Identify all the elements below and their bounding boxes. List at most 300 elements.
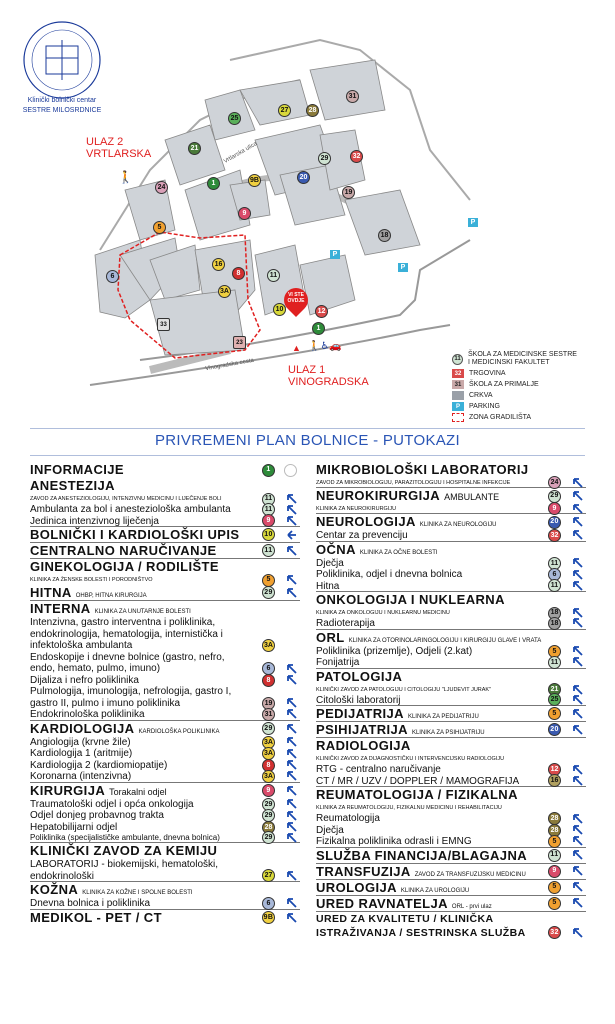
hospital-logo xyxy=(24,22,100,98)
entry-label: OČNA xyxy=(316,541,356,557)
map-building-20: 20 xyxy=(297,171,310,184)
building-badge: 28 xyxy=(548,812,561,825)
entry-sublabel: KLINIKA ZA OČNE BOLESTI xyxy=(359,549,438,556)
directory-entry xyxy=(316,478,586,488)
entry-label: URED ZA KVALITETU / KLINIČKA xyxy=(316,912,494,925)
directory-entry xyxy=(30,810,300,822)
directory-entry xyxy=(316,558,586,570)
building-badge: 32 xyxy=(548,529,561,542)
directory-entry xyxy=(316,754,586,764)
building-badge: 29 xyxy=(548,490,561,503)
directory-entry xyxy=(30,601,300,617)
arrow-up-left-icon xyxy=(286,545,298,557)
you-are-here-marker: VI STE OVDJE xyxy=(284,288,308,318)
entry-label: Koronarna (intenzivna) xyxy=(30,771,132,782)
entry-label: NEUROKIRURGIJA xyxy=(316,488,441,503)
arrow-up-left-icon xyxy=(286,897,298,909)
entry-label: KLINIKA ZA ŽENSKE BOLESTI I PORODNIŠTVO xyxy=(30,577,153,583)
legend-icon: P xyxy=(452,402,464,411)
legend-item xyxy=(452,379,612,390)
arrow-up-left-icon xyxy=(286,587,298,599)
building-badge: 29 xyxy=(262,586,275,599)
building-badge: 3A xyxy=(262,736,275,749)
entry-label: Reumatologija xyxy=(316,813,380,824)
map-building-16: 16 xyxy=(212,258,225,271)
entrance-1-street: VINOGRADSKA xyxy=(288,376,369,388)
arrow-up-left-icon xyxy=(572,813,584,825)
entrance-2-street: VRTLARSKA xyxy=(86,148,152,160)
entry-label: ZAVOD ZA MIKROBIOLOGIJU, PARAZITOLOGIJU I HOSPITALNE INFEKCIJE xyxy=(316,480,511,486)
legend-item xyxy=(452,401,612,412)
entry-label: CENTRALNO NARUČIVANJE xyxy=(30,543,217,558)
parking-icon: P xyxy=(398,263,408,272)
building-badge: 29 xyxy=(262,798,275,811)
entry-label: KLINIKA ZA NEUROKIRURGIJU xyxy=(316,506,397,512)
entry-sublabel: KLINIKA ZA PSIHIJATRIJU xyxy=(411,730,485,736)
arrow-up-left-icon xyxy=(286,515,298,527)
building-badge: 1 xyxy=(262,464,275,477)
building-badge: 5 xyxy=(548,645,561,658)
map-building-21: 21 xyxy=(188,142,201,155)
entry-label: RTG - centralno naručivanje xyxy=(316,764,441,775)
building-badge: 32 xyxy=(548,926,561,939)
entry-label: Dječja xyxy=(316,824,344,836)
entry-label: BOLNIČKI I KARDIOLOŠKI UPIS xyxy=(30,527,240,542)
map-building-1: 1 xyxy=(312,322,325,335)
entrance-1-label xyxy=(288,364,369,388)
entry-label: KARDIOLOGIJA xyxy=(30,720,135,736)
map-building-6: 6 xyxy=(106,270,119,283)
building-badge: 29 xyxy=(262,831,275,844)
directory-entry xyxy=(316,542,586,558)
directory-entry xyxy=(30,783,300,799)
building-badge: 5 xyxy=(262,574,275,587)
entry-label: INTERNA xyxy=(30,601,91,616)
entry-label: KLINIČKI ZAVOD ZA KEMIJU xyxy=(30,843,218,858)
entry-label: ONKOLOGIJA I NUKLEARNA xyxy=(316,592,505,607)
entry-sublabel: AMBULANTE xyxy=(444,492,500,502)
directory-entry xyxy=(30,843,300,859)
arrow-up-left-icon xyxy=(572,694,584,706)
legend-label: ZONA GRADILIŠTA xyxy=(469,414,532,421)
entry-label: Radioterapija xyxy=(316,618,375,629)
building-badge: 10 xyxy=(262,528,275,541)
legend-icon: 31 xyxy=(452,380,464,389)
directory-entry xyxy=(30,686,300,698)
directory-left xyxy=(30,462,300,926)
directory-entry xyxy=(30,833,300,843)
entrance-2-title: ULAZ 2 xyxy=(86,136,124,148)
directory-entry xyxy=(30,559,300,575)
directory-entry xyxy=(30,822,300,834)
map-building-32: 32 xyxy=(350,150,363,163)
map-building-24: 24 xyxy=(155,181,168,194)
directory-entry xyxy=(316,618,586,630)
directory-entry xyxy=(30,585,300,601)
entry-label: gastro II, pulmo i imuno poliklinika xyxy=(30,697,181,709)
entry-label: Poliklinika (prizemlje), Odjeli (2.kat) xyxy=(316,645,473,657)
entry-sublabel: KLINIKA ZA UROLOGIJU xyxy=(400,887,470,894)
directory-entry xyxy=(316,685,586,695)
directory-entry xyxy=(316,880,586,896)
entry-label: REUMATOLOGIJA / FIZIKALNA xyxy=(316,787,518,802)
entry-sublabel: KLINIKA ZA NEUROLOGIJU xyxy=(419,522,497,528)
directory-entry xyxy=(30,504,300,516)
arrow-up-left-icon xyxy=(572,477,584,489)
map-building-33: 33 xyxy=(157,318,170,331)
map-building-10: 10 xyxy=(273,303,286,316)
building-badge: 29 xyxy=(262,722,275,735)
entry-label: RADIOLOGIJA xyxy=(316,738,411,753)
entry-sublabel: ZAVOD ZA TRANSFUZIJSKU MEDICINU xyxy=(414,871,526,878)
directory-entry xyxy=(30,527,300,543)
entry-label: Hepatobilijarni odjel xyxy=(30,821,118,833)
map-building-9B: 9B xyxy=(248,174,261,187)
entrance-arrow-icon: ▲ xyxy=(292,343,301,353)
building-badge: 9 xyxy=(548,502,561,515)
building-badge: 31 xyxy=(262,708,275,721)
arrow-up-left-icon xyxy=(572,516,584,528)
building-badge: 5 xyxy=(548,707,561,720)
entry-label: Angiologija (krvne žile) xyxy=(30,736,131,748)
arrow-up-left-icon xyxy=(286,723,298,735)
directory-entry xyxy=(316,706,586,722)
building-badge: 29 xyxy=(262,809,275,822)
map-building-1: 1 xyxy=(207,177,220,190)
building-badge: 21 xyxy=(548,683,561,696)
entry-label: Endoskopije i dnevne bolnice (gastro, nefro, xyxy=(30,651,225,663)
map-building-29: 29 xyxy=(318,152,331,165)
directory-entry xyxy=(316,608,586,618)
directory-entry xyxy=(30,882,300,898)
entry-label: Centar za prevenciju xyxy=(316,530,408,541)
directory-right xyxy=(316,462,586,940)
directory-entry xyxy=(316,864,586,880)
map-building-11: 11 xyxy=(267,269,280,282)
legend-label: ŠKOLA ZA MEDICINSKE SESTRE I MEDICINSKI FAKULTET xyxy=(468,351,577,366)
arrow-up-left-icon xyxy=(572,775,584,787)
arrow-up-left-icon xyxy=(286,810,298,822)
building-badge: 6 xyxy=(262,662,275,675)
directory-entry xyxy=(316,776,586,788)
entry-label: Jedinica intenzivnog liječenja xyxy=(30,515,159,527)
entry-label: endo, hemato, pulmo, imuno) xyxy=(30,663,161,674)
directory-entry xyxy=(316,581,586,593)
entry-label: URED RAVNATELJA xyxy=(316,895,448,911)
directory-entry xyxy=(316,836,586,848)
building-badge: 25 xyxy=(548,693,561,706)
entry-label: KOŽNA xyxy=(30,882,79,897)
directory-entry xyxy=(30,663,300,675)
building-badge: 11 xyxy=(262,503,275,516)
directory-entry xyxy=(30,543,300,559)
directory-entry xyxy=(316,787,586,803)
entry-label: LABORATORIJ - biokemijski, hematološki, xyxy=(30,859,219,870)
entry-label: PSIHIJATRIJA xyxy=(316,722,408,737)
entry-label: Fizikalna poliklinika odrasli i EMNG xyxy=(316,836,472,847)
building-badge: 20 xyxy=(548,723,561,736)
building-badge: 9 xyxy=(548,865,561,878)
entry-label: Dječja xyxy=(316,557,344,569)
directory-entry xyxy=(30,462,300,478)
entry-sublabel: Torakalni odjel xyxy=(109,786,167,797)
legend-label: TRGOVINA xyxy=(469,370,506,377)
directory-entry xyxy=(30,575,300,585)
directory-entry xyxy=(316,488,586,504)
arrow-up-left-icon xyxy=(572,881,584,893)
map-building-12: 12 xyxy=(315,305,328,318)
entry-sublabel: ORL - prvi ulaz xyxy=(451,903,492,910)
directory-entry xyxy=(316,896,586,912)
entry-label: Kardiologija 2 (kardiomiopatije) xyxy=(30,759,168,771)
legend-icon xyxy=(452,413,464,422)
street-vinogradska: Vinogradska cesta xyxy=(204,357,255,373)
directory-entry xyxy=(30,629,300,641)
arrow-up-left-icon xyxy=(572,708,584,720)
arrow-up-left-icon xyxy=(572,849,584,861)
directory-entry xyxy=(30,640,300,652)
building-badge: 6 xyxy=(548,568,561,581)
arrow-up-left-icon xyxy=(286,798,298,810)
map-building-19: 19 xyxy=(342,186,355,199)
arrow-up-left-icon xyxy=(286,674,298,686)
entry-sublabel: KARDIOLOŠKA POLIKLINIKA xyxy=(138,728,220,735)
directory-entry xyxy=(30,675,300,687)
building-badge: 24 xyxy=(548,476,561,489)
building-badge: 5 xyxy=(548,881,561,894)
building-badge: 19 xyxy=(262,697,275,710)
arrow-up-left-icon xyxy=(286,663,298,675)
building-badge: 18 xyxy=(548,617,561,630)
legend-icon: 11 xyxy=(452,354,463,365)
directory-entry xyxy=(30,698,300,710)
building-badge: 12 xyxy=(548,763,561,776)
parking-icon: P xyxy=(468,218,478,227)
directory-entry xyxy=(30,871,300,883)
directory-entry xyxy=(316,569,586,581)
map-building-5: 5 xyxy=(153,221,166,234)
entry-label: Traumatološki odjel i opća onkologija xyxy=(30,798,194,810)
directory-entry xyxy=(316,764,586,776)
pedestrian-icon: 🚶♿🚗 xyxy=(308,341,342,352)
arrow-up-left-icon xyxy=(572,490,584,502)
entry-label: MEDIKOL - PET / CT xyxy=(30,909,162,925)
entry-label: KLINIKA ZA ONKOLOGIJU I NUKLEARNU MEDICINU xyxy=(316,610,450,616)
entry-label: infektološka ambulanta xyxy=(30,640,133,651)
directory-entry xyxy=(316,813,586,825)
entry-label: endokrinološki xyxy=(30,870,94,882)
entry-label: Pulmologija, imunologija, nefrologija, gastro I, xyxy=(30,686,232,697)
directory-entry xyxy=(30,617,300,629)
entry-label: CT / MR / UZV / DOPPLER / MAMOGRAFIJA xyxy=(316,775,520,787)
directory-entry xyxy=(316,926,586,940)
map-legend xyxy=(452,350,612,423)
building-badge: 28 xyxy=(262,821,275,834)
entry-label: Intenzivna, gastro interventna i poliklinika, xyxy=(30,617,216,628)
entry-sublabel: KLINIKA ZA OTORINOLARINGOLOGIJU I KIRURGIJU GLAVE I VRATA xyxy=(348,637,542,644)
building-badge: 16 xyxy=(548,774,561,787)
entry-sublabel: KLINIKA ZA PEDIJATRIJU xyxy=(407,714,479,720)
entrance-2-label xyxy=(86,136,151,160)
arrow-up-left-icon xyxy=(572,927,584,939)
directory-entry xyxy=(30,737,300,749)
entry-label: INFORMACIJE xyxy=(30,462,124,477)
legend-label: PARKING xyxy=(469,403,500,410)
entry-label: NEUROLOGIJA xyxy=(316,514,416,529)
building-badge: 27 xyxy=(262,869,275,882)
arrow-up-left-icon xyxy=(572,529,584,541)
entry-label: endokrinologija, hematologija, internistička i xyxy=(30,628,223,640)
entry-label: ORL xyxy=(316,629,345,645)
directory-entry xyxy=(30,709,300,721)
logo-line2: SESTRE MILOSRDNICE xyxy=(22,107,102,114)
arrow-up-left-icon xyxy=(286,736,298,748)
street-vrtlarska: Vrtlarska ulica xyxy=(223,141,259,165)
directory-entry xyxy=(30,859,300,871)
directory-entry xyxy=(30,760,300,772)
arrow-up-left-icon xyxy=(572,557,584,569)
map-building-27: 27 xyxy=(278,104,291,117)
directory-entry xyxy=(316,803,586,813)
entry-label: HITNA xyxy=(30,585,72,600)
entry-label: Poliklinika, odjel i dnevna bolnica xyxy=(316,569,463,580)
map-building-23: 23 xyxy=(233,336,246,349)
entry-label: Fonijatrija xyxy=(316,657,360,668)
directory-entry xyxy=(316,738,586,754)
building-badge: 9B xyxy=(262,911,275,924)
directory-entry xyxy=(30,898,300,910)
directory-entry xyxy=(30,516,300,528)
directory-entry xyxy=(316,912,586,926)
legend-icon xyxy=(452,391,464,400)
directory-entry xyxy=(316,722,586,738)
entry-label: Kardiologija 1 (aritmije) xyxy=(30,748,133,759)
entry-sublabel: KLINIKA ZA KOŽNE I SPOLNE BOLESTI xyxy=(82,890,193,896)
entry-label: KLINIČKI ZAVOD ZA PATOLOGIJU I CITOLOGIJU "LJUDEVIT JURAK" xyxy=(316,686,492,693)
map-building-31: 31 xyxy=(346,90,359,103)
building-badge: 11 xyxy=(548,849,561,862)
arrow-up-left-icon xyxy=(286,770,298,782)
legend-item xyxy=(452,412,612,423)
entrance-1-title: ULAZ 1 xyxy=(288,364,326,376)
entry-label: Citološki laboratorij xyxy=(316,694,401,706)
building-badge: 9 xyxy=(262,514,275,527)
directory-entry xyxy=(316,848,586,864)
directory-entry xyxy=(316,514,586,530)
building-badge: 18 xyxy=(548,607,561,620)
map-building-9: 9 xyxy=(238,207,251,220)
parking-icon: P xyxy=(330,250,340,259)
building-badge: 8 xyxy=(262,674,275,687)
entry-label: PEDIJATRIJA xyxy=(316,706,404,721)
arrow-up-left-icon xyxy=(286,748,298,760)
arrow-up-left-icon xyxy=(286,785,298,797)
entry-label: ZAVOD ZA ANESTEZIOLOGIJU, INTENZIVNU MEDICINU I LIJEČENJE BOLI xyxy=(30,496,222,502)
building-badge: 5 xyxy=(548,835,561,848)
entry-label: TRANSFUZIJA xyxy=(316,863,411,879)
entry-label: SLUŽBA FINANCIJA/BLAGAJNA xyxy=(316,847,528,863)
directory-entry xyxy=(30,748,300,760)
arrow-up-left-icon xyxy=(572,724,584,736)
directory-entry xyxy=(316,504,586,514)
arrow-up-left-icon xyxy=(286,870,298,882)
map-building-25: 25 xyxy=(228,112,241,125)
legend-item xyxy=(452,350,612,368)
entry-label: KLINIKA ZA REUMATOLOGIJU, FIZIKALNU MEDICINU I REHABILITACIJU xyxy=(316,805,502,811)
entry-label: MIKROBIOLOŠKI LABORATORIJ xyxy=(316,462,529,477)
entry-label: ANESTEZIJA xyxy=(30,478,115,493)
map-building-3A: 3A xyxy=(218,285,231,298)
directory-entry xyxy=(30,721,300,737)
legend-icon: 32 xyxy=(452,369,464,378)
directory-entry xyxy=(316,669,586,685)
building-badge: 8 xyxy=(262,759,275,772)
entry-label: KLINIČKI ZAVOD ZA DIJAGNOSTIČKU I INTERVENCIJSKU RADIOLOGIJU xyxy=(316,756,505,762)
directory-entry xyxy=(30,478,300,494)
entry-label: Hitna xyxy=(316,580,340,592)
building-badge: 9 xyxy=(262,784,275,797)
entry-label: Endokrinološka poliklinika xyxy=(30,709,145,720)
legend-label: CRKVA xyxy=(469,392,493,399)
arrow-up-left-icon xyxy=(572,580,584,592)
building-badge: 6 xyxy=(262,897,275,910)
building-badge: 20 xyxy=(548,516,561,529)
entry-label: Odjel donjeg probavnog trakta xyxy=(30,810,164,821)
arrow-up-left-icon xyxy=(572,835,584,847)
building-badge: 3A xyxy=(262,770,275,783)
pedestrian-icon: 🚶 xyxy=(118,170,133,184)
arrow-up-left-icon xyxy=(572,865,584,877)
entry-label: ISTRAŽIVANJA / SESTRINSKA SLUŽBA xyxy=(316,926,526,939)
building-badge: 11 xyxy=(548,557,561,570)
entry-label: Ambulanta za bol i anesteziološka ambulanta xyxy=(30,504,231,515)
entry-sublabel: OHBP, HITNA KIRURGIJA xyxy=(75,593,147,599)
directory-entry xyxy=(30,910,300,926)
entry-label: GINEKOLOGIJA / RODILIŠTE xyxy=(30,559,219,574)
arrow-up-left-icon xyxy=(286,832,298,844)
legend-label: ŠKOLA ZA PRIMALJE xyxy=(469,381,539,388)
directory-entry xyxy=(316,646,586,658)
entry-label: PATOLOGIJA xyxy=(316,668,403,684)
building-badge: 11 xyxy=(262,544,275,557)
page-title: PRIVREMENI PLAN BOLNICE - PUTOKAZI xyxy=(155,432,460,449)
building-badge: 3A xyxy=(262,639,275,652)
arrow-up-left-icon xyxy=(286,708,298,720)
arrow-up-left-icon xyxy=(572,617,584,629)
building-badge: 5 xyxy=(548,897,561,910)
building-badge: 11 xyxy=(548,656,561,669)
entry-label: UROLOGIJA xyxy=(316,879,397,895)
building-badge: 3A xyxy=(262,747,275,760)
map-building-8: 8 xyxy=(232,267,245,280)
directory-entry xyxy=(30,771,300,783)
map-building-18: 18 xyxy=(378,229,391,242)
entry-sublabel: KLINIKA ZA UNUTARNJE BOLESTI xyxy=(94,609,191,615)
entry-label: Poliklinika (specijalističke ambulante, dnevna bolnica) xyxy=(30,833,220,842)
entry-label: Dnevna bolnica i poliklinika xyxy=(30,898,151,909)
directory-entry xyxy=(316,825,586,837)
arrow-up-left-icon xyxy=(572,897,584,909)
directory-entry xyxy=(316,630,586,646)
entry-label: KIRURGIJA xyxy=(30,782,106,798)
empty-circle-icon xyxy=(284,464,297,477)
building-badge: 11 xyxy=(262,493,275,506)
directory-entry xyxy=(316,657,586,669)
arrow-up-left-icon xyxy=(572,503,584,515)
arrow-left-icon xyxy=(286,529,298,541)
directory-entry xyxy=(30,799,300,811)
directory-entry xyxy=(316,462,586,478)
